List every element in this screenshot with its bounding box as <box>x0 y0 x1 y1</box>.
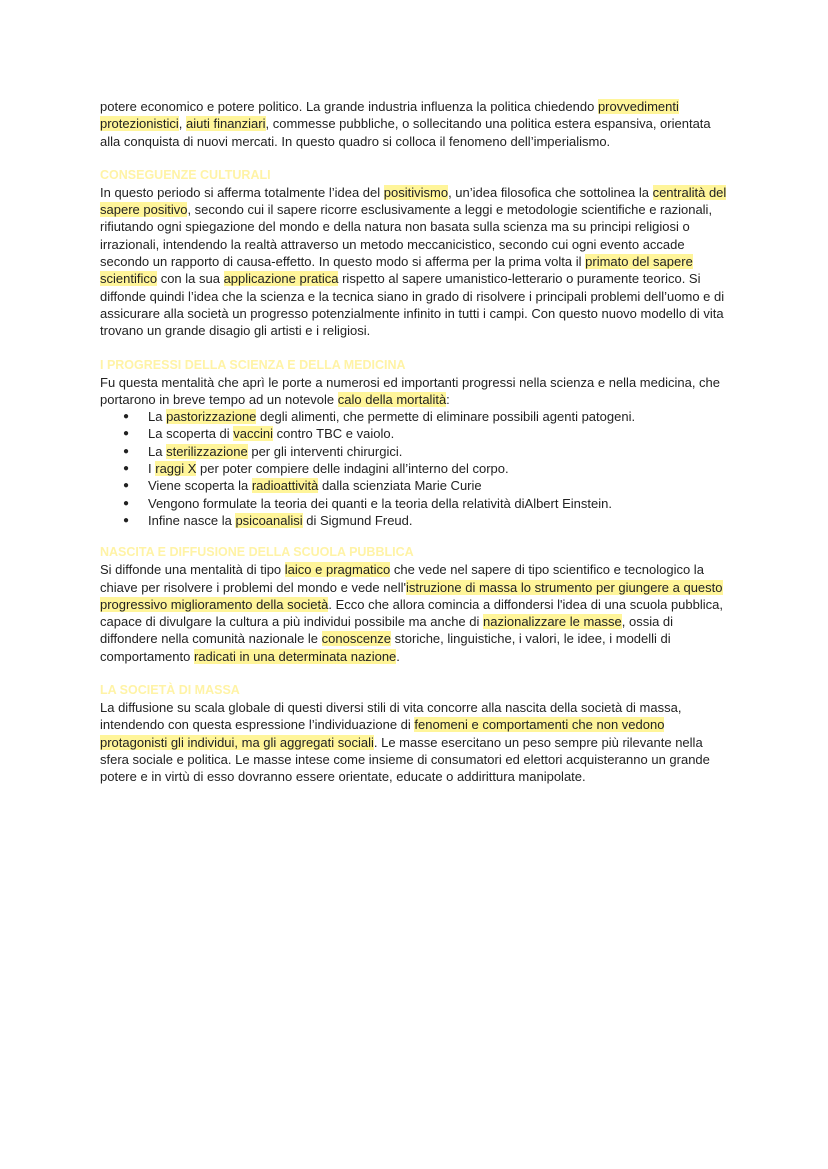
heading-societa-di-massa: LA SOCIETÀ DI MASSA <box>100 683 240 698</box>
highlight: conoscenze <box>321 631 392 647</box>
intro-paragraph: potere economico e potere politico. La grande industria influenza la politica chiedendo provvedimenti protezionistici, aiuti finanziari, commesse pubbliche, o sollecitando una politica estera espansiva, orientata alla conquista di nuovi mercati. In questo quadro si colloca il fenomeno dell’imperialismo. <box>100 99 711 149</box>
highlight: laico e pragmatico <box>284 562 391 578</box>
highlight: sterilizzazione <box>166 443 248 459</box>
highlight: centralità del sapere positivo <box>100 184 727 218</box>
highlight: nazionalizzare le masse <box>483 614 622 630</box>
highlight: istruzione di massa lo strumento per giungere a questo progressivo miglioramento della società <box>100 579 723 612</box>
list-item: ● Infine nasce la psicoanalisi di Sigmund Freud. <box>148 512 728 529</box>
highlight: provvedimenti protezionistici <box>100 99 679 132</box>
highlight: vaccini <box>233 426 274 442</box>
highlight: radicati in una determinata nazione <box>193 648 397 664</box>
list-item: ● La pastorizzazione degli alimenti, che permette di eliminare possibili agenti patogeni. <box>148 408 728 425</box>
highlight: fenomeni e comportamenti che non vedono protagonisti gli individui, ma gli aggregati sociali <box>100 717 665 750</box>
highlight: pastorizzazione <box>166 409 257 425</box>
highlight: positivismo <box>383 184 449 200</box>
heading-scuola-pubblica: NASCITA E DIFFUSIONE DELLA SCUOLA PUBBLICA <box>100 545 414 560</box>
highlight: raggi X <box>155 461 197 477</box>
list-item: ● Viene scoperta la radioattività dalla scienziata Marie Curie <box>148 477 728 494</box>
list-item: ● Vengono formulate la teoria dei quanti e la teoria della relatività diAlbert Einstein. <box>148 495 728 512</box>
highlight: aiuti finanziari <box>186 116 266 132</box>
highlight: psicoanalisi <box>235 512 303 528</box>
progressi-paragraph: Fu questa mentalità che aprì le porte a numerosi ed importanti progressi nella scienza e nella medicina, che portarono in breve tempo ad un notevole calo della mortalità: <box>100 374 721 407</box>
highlight: calo della mortalità <box>337 391 447 407</box>
highlight: radioattività <box>251 478 319 494</box>
scuola-paragraph: Si diffonde una mentalità di tipo laico e pragmatico che vede nel sapere di tipo scientifico e tecnologico la chiave per risolvere i problemi del mondo e vede nell'istruzione di massa lo strumento per giungere a questo progressivo miglioramento della società. Ecco che allora comincia a diffondersi l'idea di una scuola pubblica, capace di divulgare la cultura a più individui possibile ma anche di nazionalizzare le masse, ossia di diffondere nella comunità nazionale le conoscenze storiche, linguistiche, i valori, le idee, i modelli di comportamento radicati in una determinata nazione. <box>100 562 723 664</box>
highlight: applicazione pratica <box>223 271 339 287</box>
massa-paragraph: La diffusione su scala globale di questi diversi stili di vita concorre alla nascita della società di massa, intendendo con questa espressione l’individuazione di fenomeni e comportamenti che non vedono protagonisti gli individui, ma gli aggregati sociali. Le masse esercitano un peso sempre più rilevante nella sfera sociale e politica. Le masse intese come insieme di consumatori ed elettori acquisteranno un grande potere e in virtù di esso dovranno essere orientate, educate o addirittura manipolate. <box>100 700 710 785</box>
culturali-paragraph: In questo periodo si afferma totalmente l’idea del positivismo, un’idea filosofica che sottolinea la centralità del sapere positivo, secondo cui il sapere ricorre esclusivamente a leggi e metodologie scientifiche e razionali, rifiutando ogni spiegazione del mondo e della natura non basata sulla scienza ma su principi religiosi o irrazionali, intendendo la realtà attraverso un metodo meccanicistico, secondo cui ogni evento accade secondo un rapporto di causa-effetto. In questo modo si afferma per la prima volta il primato del sapere scientifico con la sua applicazione pratica rispetto al sapere umanistico-letterario o puramente teorico. Si diffonde quindi l’idea che la scienza e la tecnica siano in grado di risolvere i principali problemi dell’uomo e di assicurare alla società un progresso potenzialmente infinito in tutti i campi. Con questo nuovo modello di vita trovano un grande disagio gli artisti e i religiosi. <box>100 184 727 339</box>
progressi-list <box>100 408 728 529</box>
list-item: ● La scoperta di vaccini contro TBC e vaiolo. <box>148 425 728 442</box>
highlight: primato del sapere scientifico <box>100 254 693 287</box>
list-item: ● La sterilizzazione per gli interventi chirurgici. <box>148 443 728 460</box>
heading-conseguenze-culturali: CONSEGUENZE CULTURALI <box>100 167 271 182</box>
list-item: ● I raggi X per poter compiere delle indagini all’interno del corpo. <box>148 460 728 477</box>
heading-progressi: I PROGRESSI DELLA SCIENZA E DELLA MEDICINA <box>100 357 406 372</box>
